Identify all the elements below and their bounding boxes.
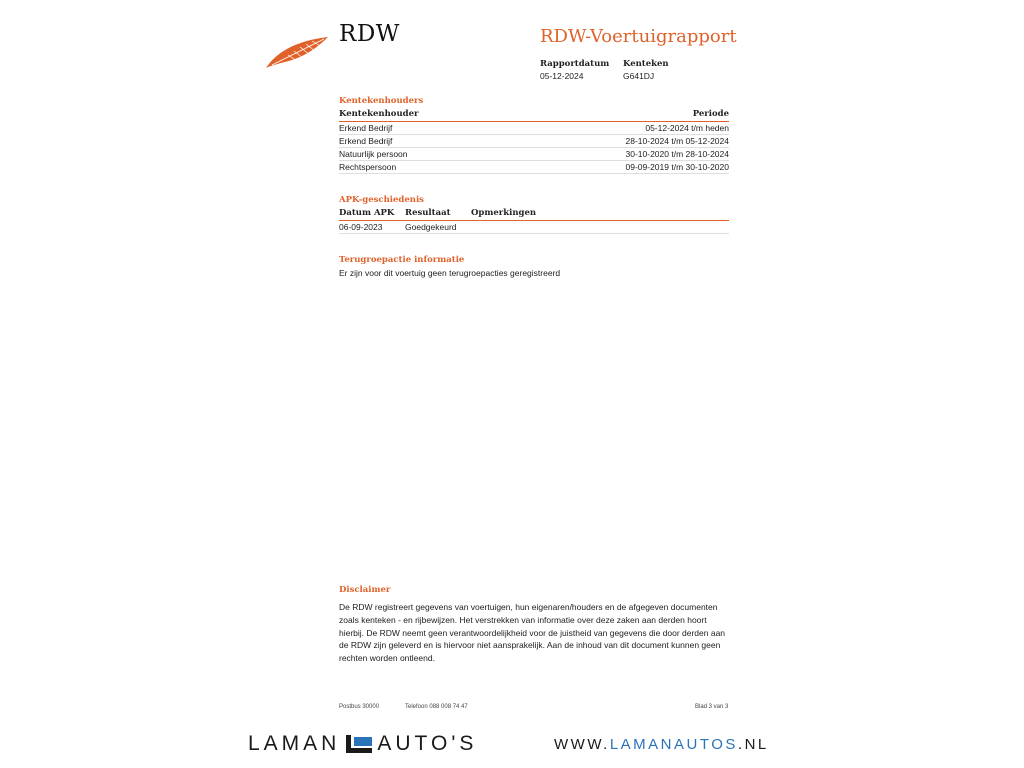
apk-table — [339, 208, 729, 234]
holders-table-header — [339, 109, 729, 122]
holders-section-title: Kentekenhouders — [339, 96, 424, 106]
apk-section-title: APK-geschiedenis — [339, 195, 424, 205]
table-row — [339, 135, 729, 148]
report-date-value: 05-12-2024 — [540, 71, 584, 81]
period-cell: 09-09-2019 t/m 30-10-2020 — [625, 162, 729, 172]
brand-name-part1: LAMAN — [248, 732, 341, 755]
disclaimer-text: De RDW registreert gegevens van voertuigen, hun eigenaren/houders en de afgegeven documenten zoals kenteken - en rijbewijzen. Het verstrekken van informatie over deze zaken aan derden hoort hierbij. De RDW neemt geen verantwoordelijkheid voor de juistheid van gegevens die door derden aan de RDW zijn geleverd en is hiervoor niet aansprakelijk. Aan de inhoud van dit document kunnen geen rechten worden ontleend. — [339, 602, 726, 664]
laman-autos-logo — [248, 732, 477, 756]
report-title: RDW-Voertuigrapport — [540, 26, 737, 47]
period-cell: 05-12-2024 t/m heden — [645, 123, 729, 133]
recall-section-title: Terugroepactie informatie — [339, 255, 465, 265]
period-cell: 30-10-2020 t/m 28-10-2024 — [625, 149, 729, 159]
plate-value: G641DJ — [623, 71, 655, 81]
apk-result-cell: Goedgekeurd — [405, 222, 457, 232]
rdw-feather-logo-icon — [264, 33, 330, 69]
period-cell: 28-10-2024 t/m 05-12-2024 — [625, 136, 729, 146]
plate-label: Kenteken — [623, 59, 669, 69]
apk-table-header — [339, 208, 729, 221]
col-remarks-header: Opmerkingen — [471, 208, 537, 218]
brand-name-part2: AUTO'S — [377, 732, 478, 755]
col-result-header: Resultaat — [405, 208, 451, 218]
footer-phone: Telefoon 088 008 74 47 — [405, 704, 468, 710]
disclaimer-section-title: Disclaimer — [339, 585, 391, 595]
col-date-header: Datum APK — [339, 208, 395, 218]
url-accent: LAMANAUTOS — [609, 736, 738, 753]
table-row — [339, 148, 729, 161]
holder-cell: Rechtspersoon — [339, 162, 397, 172]
table-row — [339, 161, 729, 174]
apk-remarks-cell — [471, 221, 729, 233]
table-row — [339, 122, 729, 135]
holder-cell: Erkend Bedrijf — [339, 123, 393, 133]
recall-text: Er zijn voor dit voertuig geen terugroepacties geregistreerd — [339, 268, 561, 278]
laman-l-mark-icon — [346, 735, 372, 753]
apk-date-cell: 06-09-2023 — [339, 222, 383, 232]
holder-cell: Erkend Bedrijf — [339, 136, 393, 146]
report-date-label: Rapportdatum — [540, 59, 610, 69]
holder-cell: Natuurlijk persoon — [339, 149, 408, 159]
footer-postbus: Postbus 30000 — [339, 704, 380, 710]
holders-table — [339, 109, 729, 174]
brand-band — [0, 724, 1024, 768]
footer-page-number: Blad 3 van 3 — [695, 704, 729, 710]
url-prefix: WWW. — [554, 736, 610, 753]
col-period-header: Periode — [692, 109, 729, 119]
url-suffix: .NL — [737, 736, 769, 753]
website-url[interactable] — [554, 736, 769, 753]
col-holder-header: Kentekenhouder — [339, 109, 419, 119]
table-row — [339, 221, 729, 234]
rdw-logo-text: RDW — [339, 21, 400, 47]
